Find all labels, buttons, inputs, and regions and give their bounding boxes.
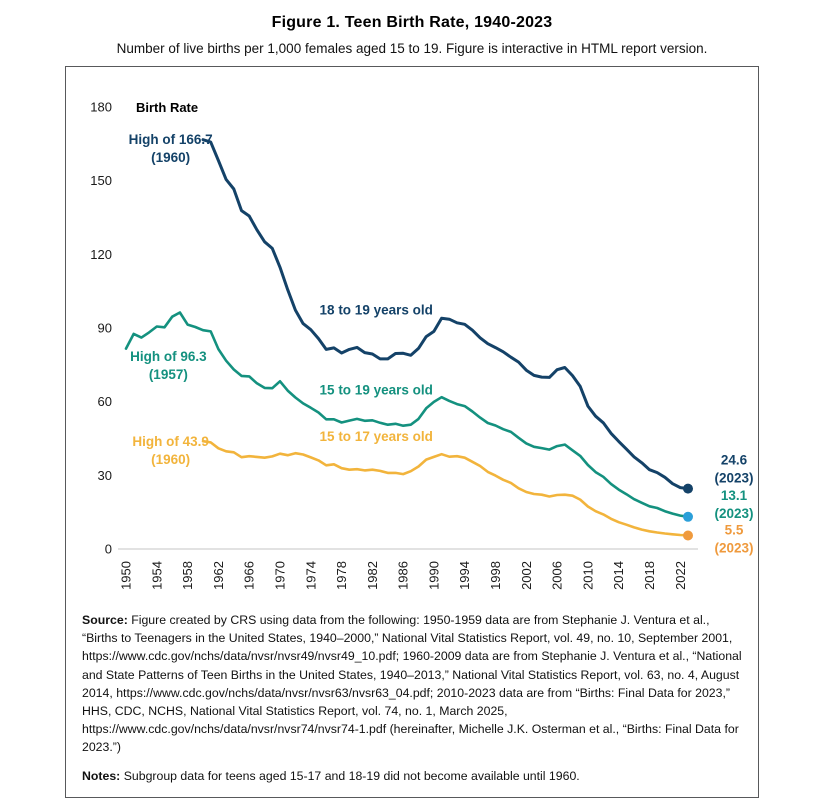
x-tick-label: 1962 bbox=[210, 561, 226, 590]
x-tick-label: 1994 bbox=[457, 561, 473, 590]
x-tick-label: 1966 bbox=[241, 561, 257, 590]
annotation-high-18-19: High of 166.7 (1960) bbox=[128, 131, 213, 165]
notes-text: Subgroup data for teens aged 15-17 and 18-19 did not become available until 1960. bbox=[123, 768, 580, 783]
source-text: Figure created by CRS using data from the following: 1950-1959 data are from Stephanie J. Ventura et al., “Births to Teenagers in the United States, 1940–2000,” National Vital Statistics Report, vol. 49, no. 10, September 2001, https://www.cdc.gov/nchs/data/nvsr/nvsr49/nvsr49_10.pdf; 1960-2009 data are from Stephanie J. Ventura et al., “National and State Patterns of Teen Births in the United States, 1940–2013,” National Vital Statistics Report, vol. 63, no. 4, August 2014, https://www.cdc.gov/nchs/data/nvsr/nvsr63/nvsr63_04.pdf; 2010-2023 data are from “Births: Final Data for 2023,” HHS, CDC, NCHS, National Vital Statistics Report, vol. 74, no. 1, March 2025, https://www.cdc.gov/nchs/data/nvsr/nvsr74/nvsr74-1.pdf (hereinafter, Michelle J.K. Osterman et al., “Births: Final Data for 2023.”) bbox=[82, 613, 742, 755]
x-tick-label: 2014 bbox=[611, 561, 627, 590]
y-tick-label: 30 bbox=[97, 467, 112, 483]
end-label-end-15-17: 5.5 (2023) bbox=[714, 522, 754, 556]
y-tick-label: 90 bbox=[97, 320, 112, 336]
figure-box bbox=[65, 66, 759, 798]
chart-svg bbox=[66, 69, 758, 609]
x-tick-label: 2018 bbox=[642, 561, 658, 590]
x-tick-label: 2002 bbox=[518, 561, 534, 590]
x-tick-label: 1990 bbox=[426, 561, 442, 590]
y-tick-label: 60 bbox=[97, 394, 112, 410]
x-tick-label: 1978 bbox=[334, 561, 350, 590]
notes-block bbox=[66, 767, 758, 797]
x-tick-label: 1954 bbox=[149, 561, 165, 590]
x-tick-label: 1986 bbox=[395, 561, 411, 590]
source-label: Source: bbox=[82, 613, 128, 627]
x-tick-label: 1970 bbox=[272, 561, 288, 590]
end-dot-18-19 bbox=[683, 484, 693, 494]
y-tick-label: 180 bbox=[90, 99, 112, 115]
end-dot-15-17 bbox=[683, 531, 693, 541]
x-tick-label: 2006 bbox=[549, 561, 565, 590]
figure-subtitle: Number of live births per 1,000 females aged 15 to 19. Figure is interactive in HTML report version. bbox=[116, 41, 708, 56]
y-tick-label: 150 bbox=[90, 173, 112, 189]
x-tick-label: 2010 bbox=[580, 561, 596, 590]
annotation-label-15-19: 15 to 19 years old bbox=[319, 382, 433, 398]
source-block bbox=[66, 611, 758, 757]
x-tick-label: 1998 bbox=[488, 561, 504, 590]
series-line-18-19 bbox=[203, 140, 688, 489]
y-tick-label: 120 bbox=[90, 246, 112, 262]
x-tick-label: 1982 bbox=[364, 561, 380, 590]
annotation-high-15-17: High of 43.9 (1960) bbox=[132, 433, 209, 467]
x-tick-label: 1974 bbox=[303, 561, 319, 590]
y-tick-label: 0 bbox=[104, 541, 112, 557]
annotation-label-18-19: 18 to 19 years old bbox=[319, 302, 433, 318]
end-dot-15-19 bbox=[683, 512, 693, 522]
y-axis-title: Birth Rate bbox=[136, 100, 199, 115]
series-line-15-19 bbox=[126, 313, 688, 517]
end-label-end-18-19: 24.6 (2023) bbox=[714, 452, 754, 486]
annotation-high-15-19: High of 96.3 (1957) bbox=[130, 349, 207, 383]
x-tick-label: 1958 bbox=[180, 561, 196, 590]
notes-label: Notes: bbox=[82, 768, 121, 783]
annotation-label-15-17: 15 to 17 years old bbox=[319, 428, 433, 444]
x-tick-label: 2022 bbox=[672, 561, 688, 590]
x-tick-label: 1950 bbox=[118, 561, 134, 590]
end-label-end-15-19: 13.1 (2023) bbox=[714, 487, 754, 521]
figure-title: Figure 1. Teen Birth Rate, 1940-2023 bbox=[271, 14, 553, 31]
